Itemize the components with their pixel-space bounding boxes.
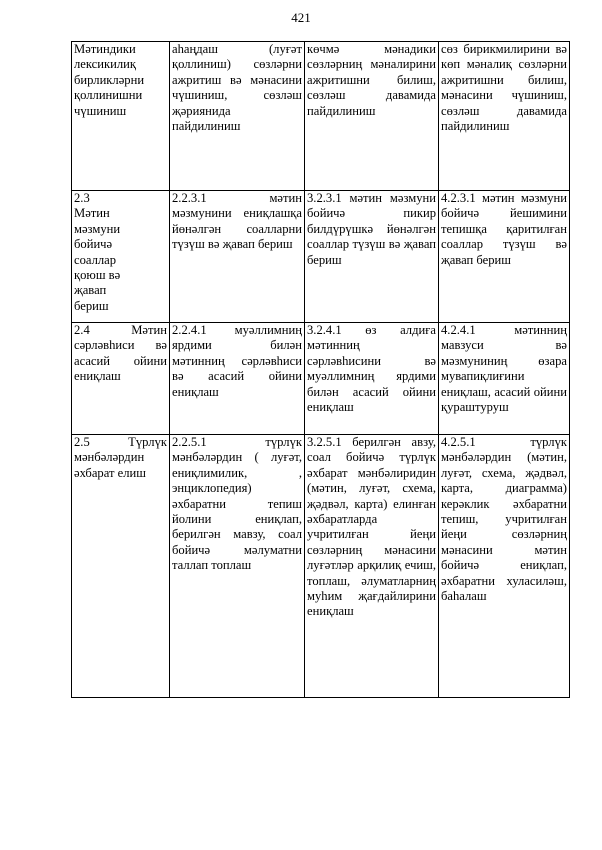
table-cell [305,435,439,698]
cell-text: 2.2.3.1 мәтин мәзмунини ениқлашқа йөнәлгән соалларни түзүш вә җавап бериш [172,191,302,252]
table-cell [305,42,439,191]
table-cell [305,191,439,323]
table-row [72,42,570,191]
table-cell [170,435,305,698]
table-cell [439,42,570,191]
table-cell [72,191,170,323]
table-cell [72,42,170,191]
cell-text: 2.2.5.1 түрлүк мәнбәләрдин ( луғәт, ениқлимилик, , энциклопедия) әхбаратни тепиш йолини ениқлап, берилгән мавзу, соал бойичә мәлуматни таллап топлаш [172,435,302,573]
table-cell [170,191,305,323]
curriculum-table [71,41,570,698]
cell-text: 2.2.4.1 муәллимниң ярдими билән мәтинниң сәрләвһиси вә асасий ойини ениқлаш [172,323,302,399]
cell-text: 4.2.4.1 мәтинниң мавзуси вә мәзмуниниң өзара мувапиқлиғини ениқлаш, асасий ойини қураштуруш [441,323,567,415]
cell-text: 3.2.3.1 мәтин мәзмуни бойичә пикир билдүрүшкә йөнәлгән соаллар түзүш вә җавап бериш [307,191,436,267]
cell-text: аһаңдаш (луғәт қоллиниш) сөзләрни ажритиш вә мәнасини чүшиниш, сөзләш җәриянида пайдилиниш [172,42,302,134]
cell-text: Мәтиндики лексикилиқ бирликләрни қоллинишни чүшиниш [74,42,145,118]
cell-text: 2.4 Мәтин сәрләвһиси вә асасий ойини ениқлаш [74,323,167,384]
cell-text: 4.2.3.1 мәтин мәзмуни бойичә йешимини тепишқа қаритилған соаллар түзүш вә җавап бериш [441,191,567,267]
cell-text: 3.2.5.1 берилгән авзу, соал бойичә түрлүк әхбарат мәнбәлиридин (мәтин, луғәт, схема, җәдвәл, карта) елинған әхбаратларда учритилған йеңи сөзләрниң мәнасини луғәтләр арқилиқ ечиш, топлаш, әлуматларниң муһим җағдайлирини ениқлаш [307,435,436,619]
cell-text: 4.2.5.1 түрлүк мәнбәләрдин (мәтин, луғәт, схема, җәдвәл, карта, диаграмма) керәклик әхбаратни тепиш, учритилған йеңи сөзләрниң мәнасини мәтин бойичә ениқлап, әхбаратни хуласиләш, баһалаш [441,435,567,604]
cell-text: 2.3 Мәтин мәзмуни бойичә соаллар қоюш вә җавап бериш [74,191,121,313]
cell-text: 3.2.4.1 өз алдиға мәтинниң сәрләвһисини вә муәллимниң ярдими билән асасий ойини ениқлаш [307,323,436,415]
table-row [72,191,570,323]
table-cell [72,323,170,435]
table-row [72,435,570,698]
page-number: 421 [291,10,311,25]
cell-text: сөз бирикмилирини вә көп мәналиқ сөзләрни ажритишни билиш, мәнасини чүшиниш, сөзләш давамида пайдилиниш [441,42,567,134]
table-cell [439,323,570,435]
table-cell [170,42,305,191]
cell-text: 2.5 Түрлүк мәнбәләрдин әхбарат елиш [74,435,167,480]
table-cell [305,323,439,435]
table-row [72,323,570,435]
table-cell [439,191,570,323]
table-cell [72,435,170,698]
table-cell [170,323,305,435]
cell-text: көчмә мәнадики сөзләрниң мәналирини ажритишни билиш, сөзләш давамида пайдилиниш [307,42,436,118]
table-cell [439,435,570,698]
